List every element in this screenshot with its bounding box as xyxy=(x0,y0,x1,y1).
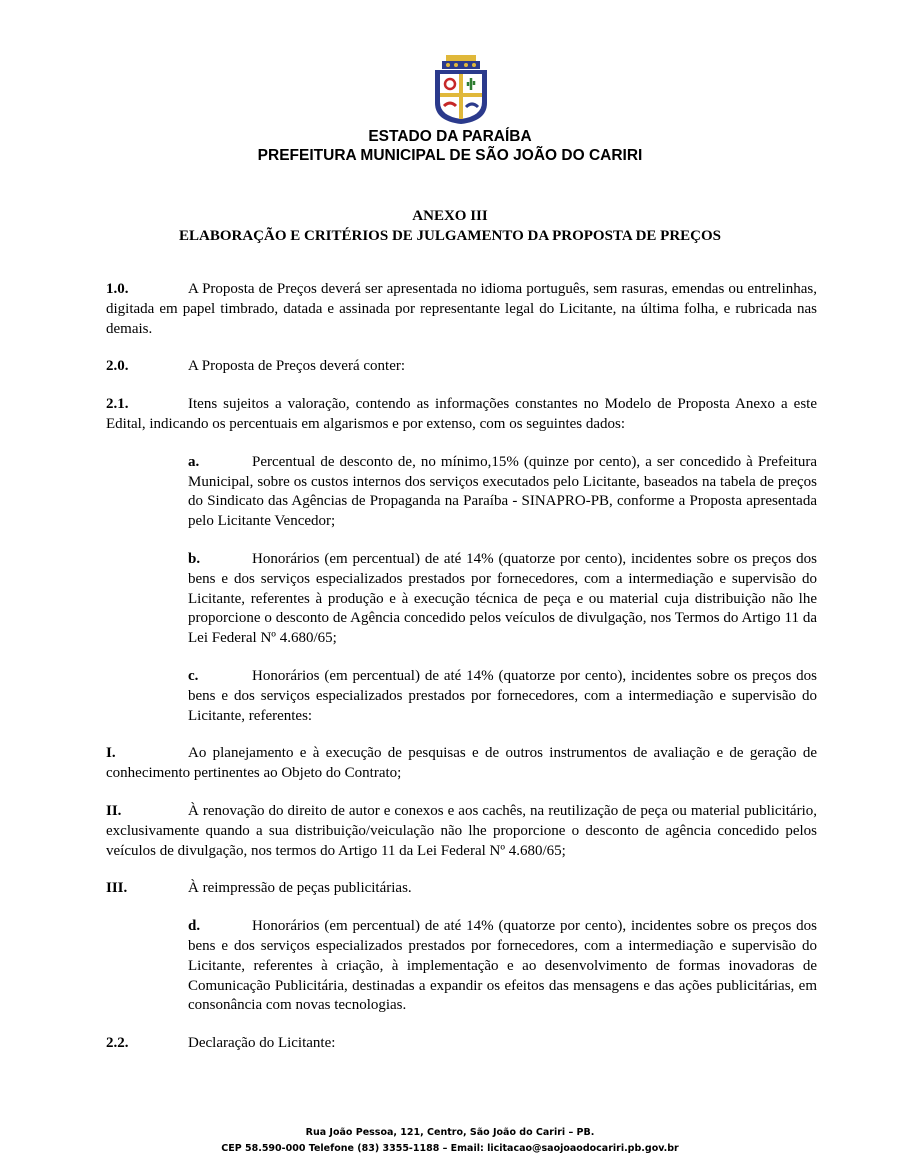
clause-number: II. xyxy=(106,802,122,819)
roman-item-i xyxy=(106,744,817,784)
footer-contact: CEP 58.590-000 Telefone (83) 3355-1188 – Email: licitacao@saojoaodocariri.pb.gov.br xyxy=(221,1143,679,1154)
item-c xyxy=(188,667,817,726)
item-b xyxy=(188,550,817,649)
clause-number: III. xyxy=(106,880,128,897)
item-a xyxy=(188,453,817,532)
clause-text: Declaração do Licitante: xyxy=(188,1035,336,1052)
item-letter: d. xyxy=(188,918,201,935)
roman-item-ii xyxy=(106,802,817,861)
item-letter: b. xyxy=(188,550,201,567)
clause-number: 2.2. xyxy=(106,1035,129,1052)
clause-text: Itens sujeitos a valoração, contendo as informações constantes no Modelo de Proposta Anexo a este Edital, indicando os percentuais em algarismos e por extenso, com os seguintes dados: xyxy=(106,396,817,432)
clause-number: 2.0. xyxy=(106,358,129,375)
annex-title: ANEXO III xyxy=(412,208,488,224)
clause-text: Ao planejamento e à execução de pesquisas e de outros instrumentos de avaliação e de geração de conhecimento pertinentes ao Objeto do Contrato; xyxy=(106,745,817,782)
item-letter: a. xyxy=(188,453,200,470)
item-text: Honorários (em percentual) de até 14% (quatorze por cento), incidentes sobre os preços dos bens e dos serviços especializados prestados por fornecedores, com a intermediação e supervisão do Licitante, referentes: xyxy=(188,667,817,724)
clause-2-0 xyxy=(106,357,817,377)
item-d xyxy=(188,917,817,1016)
clause-text: À reimpressão de peças publicitárias. xyxy=(188,880,412,897)
clause-number: 2.1. xyxy=(106,396,129,413)
roman-item-iii xyxy=(106,879,817,899)
coat-of-arms-icon xyxy=(432,55,490,125)
header-state-line: ESTADO DA PARAÍBA xyxy=(368,128,532,145)
clause-number: 1.0. xyxy=(106,281,129,297)
annex-subtitle: ELABORAÇÃO E CRITÉRIOS DE JULGAMENTO DA PROPOSTA DE PREÇOS xyxy=(178,228,722,244)
item-text: Honorários (em percentual) de até 14% (quatorze por cento), incidentes sobre os preços dos bens e dos serviços especializados prestados por fornecedores, com a intermediação e supervisão do Licitante, referentes à criação, à implementação e ao desenvolvimento de formas inovadoras de Comunicação Publicitária, destinadas a expandir os efeitos das mensagens e das ações publicitárias, em consonância com novas tecnologias. xyxy=(188,918,817,1014)
footer-address: Rua João Pessoa, 121, Centro, São João do Cariri – PB. xyxy=(305,1127,595,1138)
clause-text: A Proposta de Preços deverá ser apresentada no idioma português, sem rasuras, emendas ou entrelinhas, digitada em papel timbrado, datada e assinada por representante legal do Licitante, na última folha, e rubricada nas demais. xyxy=(106,281,817,337)
document-body xyxy=(106,280,817,1072)
item-text: Percentual de desconto de, no mínimo,15% (quinze por cento), a ser concedido à Prefeitura Municipal, sobre os custos internos dos serviços executados pelo Licitante, baseados na tabela de preços do Sindicato das Agências de Propaganda na Paraíba - SINAPRO-PB, conforme a Proposta apresentada pelo Licitante Vencedor; xyxy=(188,453,817,530)
header-municipality-line: PREFEITURA MUNICIPAL DE SÃO JOÃO DO CARIRI xyxy=(257,147,643,164)
clause-2-1 xyxy=(106,395,817,435)
item-text: Honorários (em percentual) de até 14% (quatorze por cento), incidentes sobre os preços dos bens e dos serviços especializados prestados por fornecedores, com a intermediação e supervisão do Licitante, referentes à produção e à execução técnica de peça e ou material cuja distribuição não lhe proporcione o desconto de Agência concedido pelos veículos de divulgação, nos Termos do Artigo 11 da Lei Federal Nº 4.680/65; xyxy=(188,550,817,647)
clause-2-2 xyxy=(106,1034,817,1054)
clause-text: A Proposta de Preços deverá conter: xyxy=(188,358,406,375)
clause-1-0 xyxy=(106,280,817,339)
clause-text: À renovação do direito de autor e conexos e aos cachês, na reutilização de peça ou material publicitário, exclusivamente quando a sua distribuição/veiculação não lhe proporcione o desconto de agência concedido pelos veículos de divulgação, nos termos do Artigo 11 da Lei Federal Nº 4.680/65; xyxy=(106,802,817,859)
clause-number: I. xyxy=(106,745,116,762)
item-letter: c. xyxy=(188,667,199,684)
